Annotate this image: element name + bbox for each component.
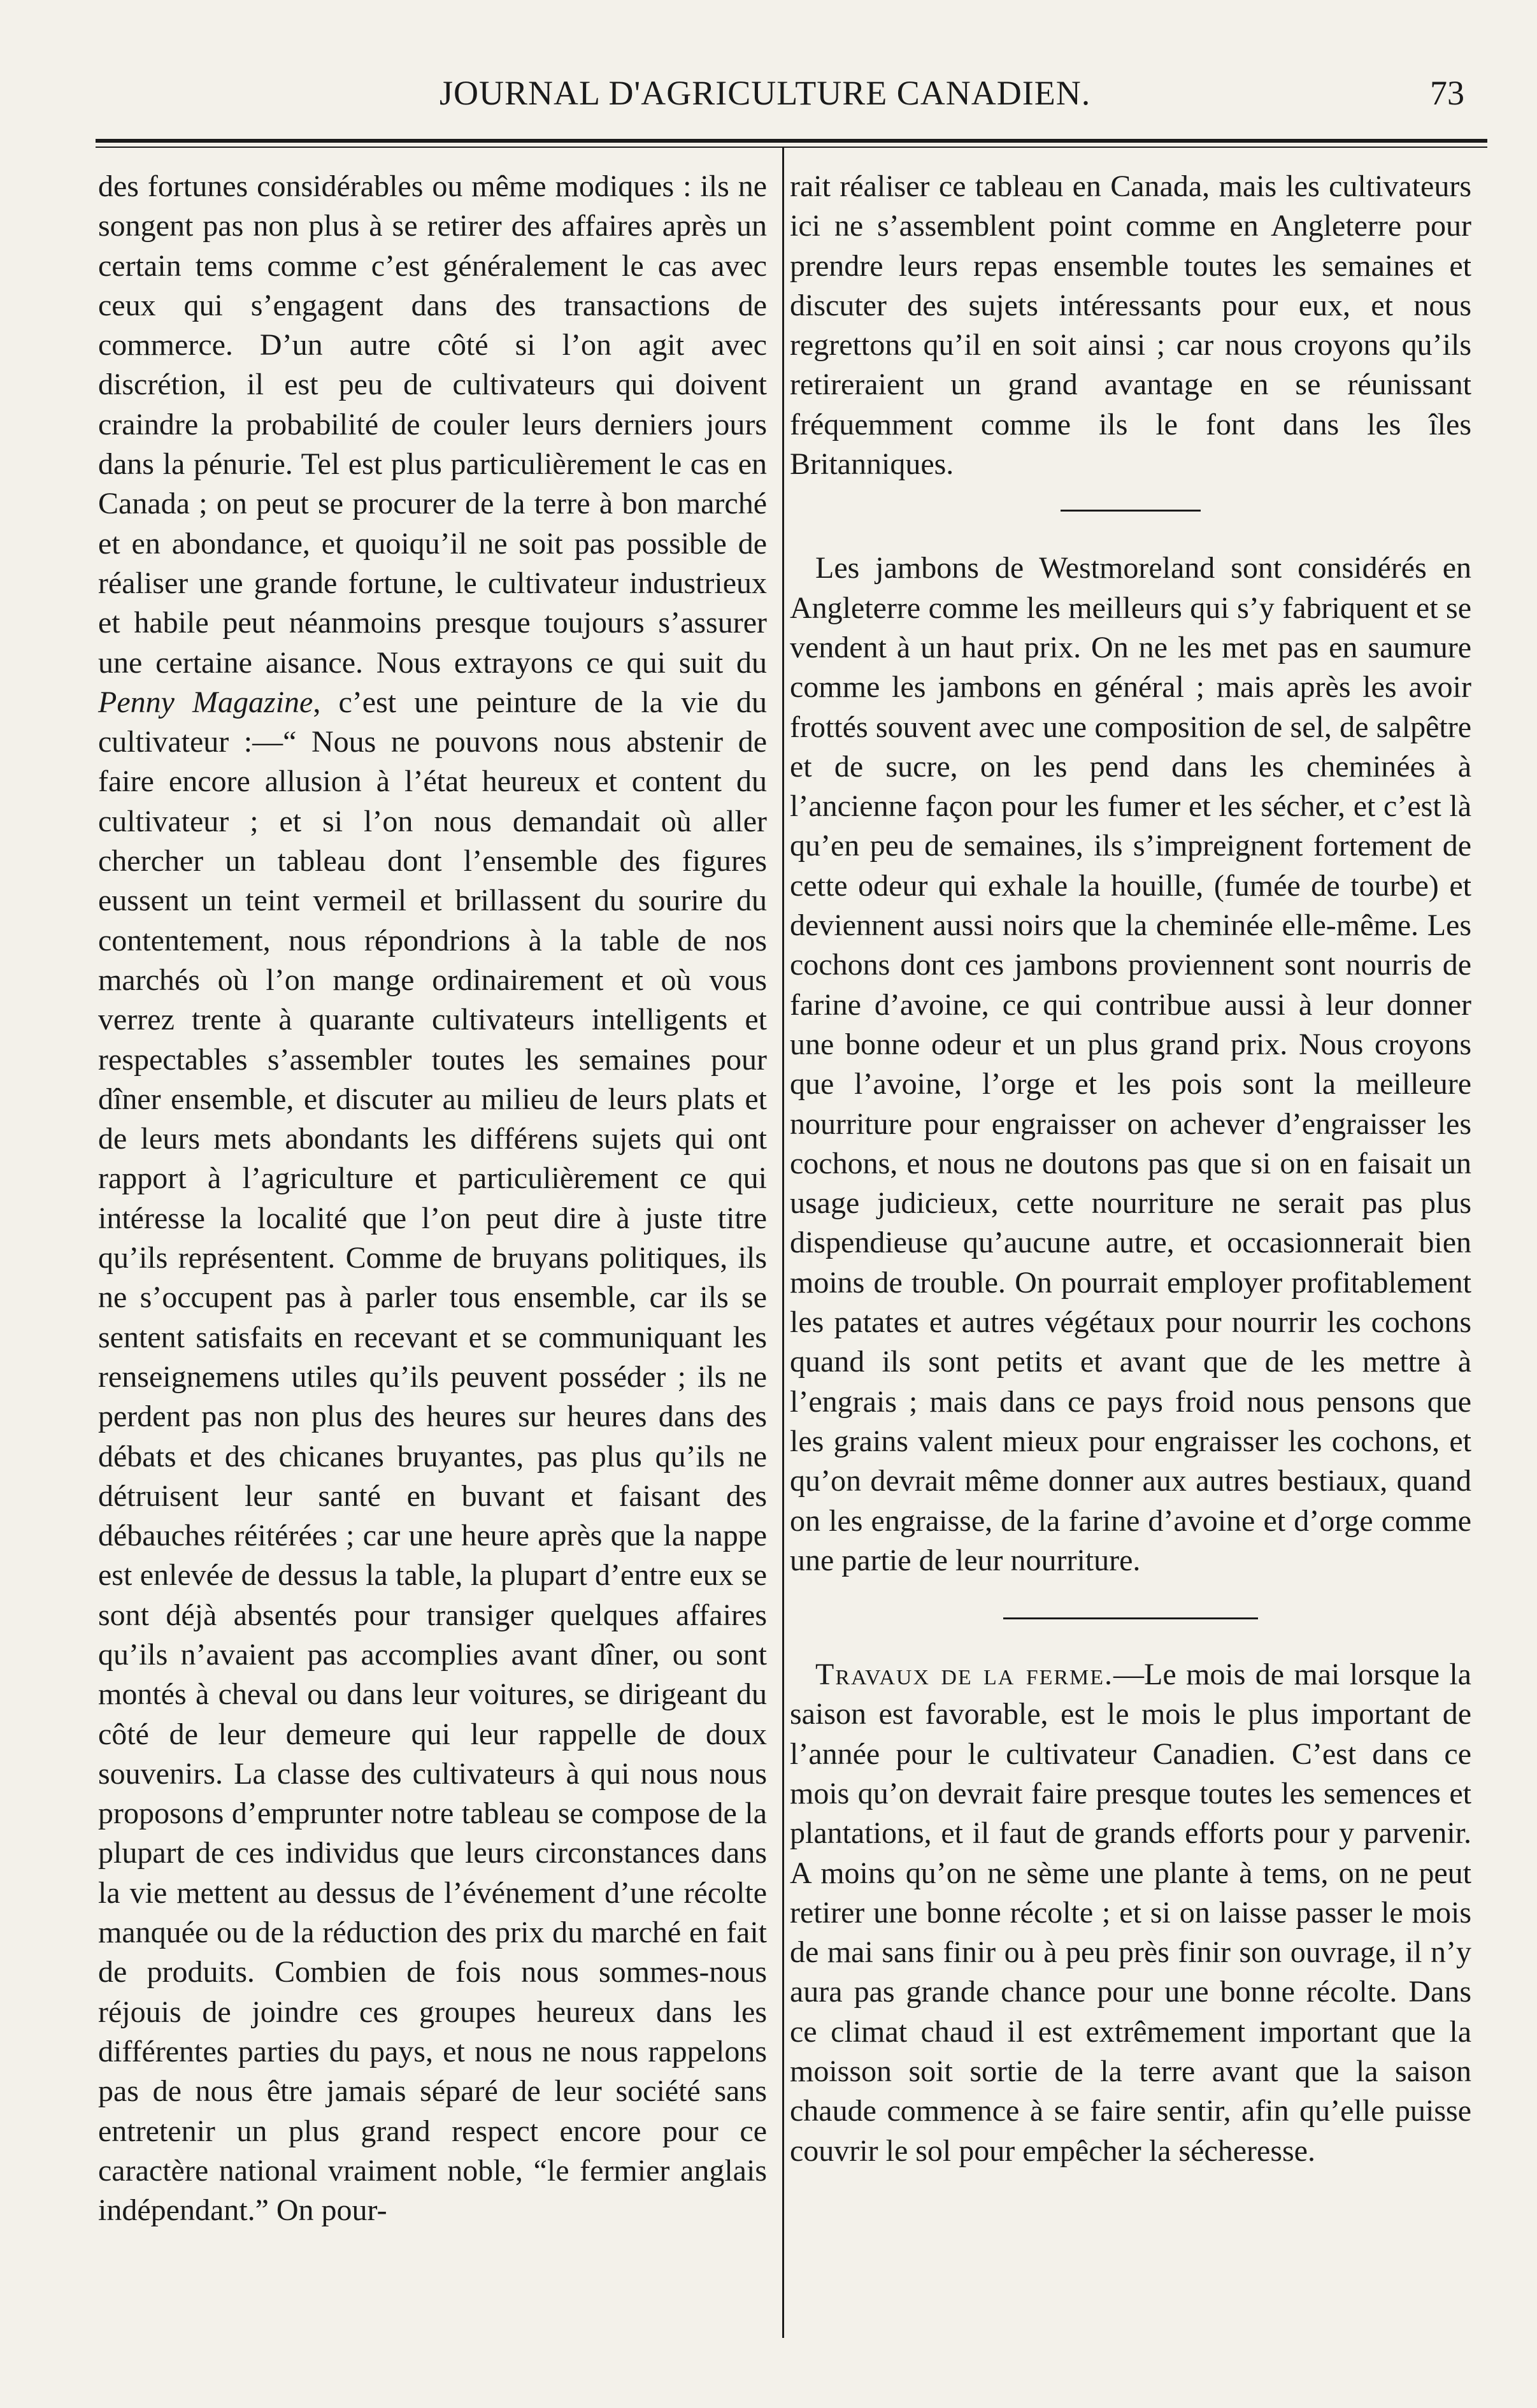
- page-number: 73: [1430, 74, 1464, 112]
- header-rule-thin: [96, 147, 1487, 148]
- left-paragraph-text-1: des fortunes considérables ou même modiques : ils ne songent pas non plus à se retirer des affaires après un certain tems comme c’est généralement le cas avec ceux qui s’engagent dans des transactions de commerce. D’un autre côté si l’on agit avec discrétion, il est peu de cultivateurs qui doivent craindre la probabilité de couler leurs derniers jours dans la pénurie. Tel est plus particulièrement le cas en Canada ; on peut se procurer de la terre à bon marché et en abondance, et quoiqu’il ne soit pas possible de réaliser une grande fortune, le cultivateur industrieux et habile peut néanmoins presque toujours s’assurer une certaine aisance. Nous extrayons ce qui suit du: [98, 169, 767, 680]
- article-westmoreland-hams-text: Les jambons de Westmoreland sont considérés en Angleterre comme les meilleurs qui s’y fabriquent et se vendent à un haut prix. On ne les met pas en saumure comme les jambons en général ; mais après les avoir frottés souvent avec une composition de sel, de salpêtre et de sucre, on les pend dans les cheminées à l’ancienne façon pour les fumer et les sécher, et c’est là qu’en peu de semaines, ils s’impreignent fortement de cette odeur qui exhale la houille, (fumée de tourbe) et deviennent aussi noirs que la cheminée elle-même. Les cochons dont ces jambons proviennent sont nourris de farine d’avoine, ce qui contribue aussi à leur donner une bonne odeur et un plus grand prix. Nous croyons que l’avoine, l’orge et les pois sont la meilleure nourriture pour engraisser on achever d’engraisser les cochons, et nous ne doutons pas que si on en faisait un usage judicieux, cette nourriture ne serait pas plus dispendieuse qu’aucune autre, et occasionnerait bien moins de trouble. On pourrait employer profitablement les patates et autres végétaux pour nourrir les cochons quand ils sont petits et avant que de les mettre à l’engrais ; mais dans ce pays froid nous pensons que les grains valent mieux pour engraisser les cochons, et qu’on devrait même donner aux autres bestiaux, quand on les engraisse, de la farine d’avoine et d’orge comme une partie de leur nourriture.: [790, 551, 1471, 1577]
- article-farm-work-body: —Le mois de mai lorsque la saison est favorable, est le mois le plus important de l’année pour le cultivateur Canadien. C’est dans ce mois qu’on devrait faire presque toutes les semences et plantations, et il faut de grands efforts pour y parvenir. A moins qu’on ne sème une plante à tems, on ne peut retirer une bonne récolte ; et si on laisse passer le mois de mai sans finir ou à peu près finir son ouvrage, il n’y aura pas grande chance pour une bonne récolte. Dans ce climat chaud il est extrêmement important que la moisson soit sortie de la terre avant que la saison chaude commence à se faire sentir, afin qu’elle puisse couvrir le sol pour empêcher la sécheresse.: [790, 1658, 1471, 2168]
- left-column: [98, 167, 767, 2230]
- article-westmoreland-hams: [790, 548, 1471, 1580]
- section-separator: [1061, 510, 1201, 512]
- left-paragraph: [98, 167, 767, 2230]
- publication-title: Penny Magazine: [98, 685, 313, 719]
- column-divider: [782, 147, 784, 2338]
- header-rule-thick: [96, 139, 1487, 143]
- page-header: [0, 61, 1537, 111]
- right-paragraph-continuation: rait réaliser ce tableau en Canada, mais les cultivateurs ici ne s’assemblent point comme en Angleterre pour prendre leurs repas ensemble toutes les semaines et discuter des sujets intéressants pour eux, et nous regrettons qu’il en soit ainsi ; car nous croyons qu’ils retireraient un grand avantage en se réunissant fréquemment comme ils le font dans les îles Britanniques.: [790, 169, 1471, 482]
- article-farm-work: [790, 1655, 1471, 2171]
- article-farm-work-heading: Travaux de la ferme.: [815, 1658, 1114, 1692]
- section-separator: [1003, 1617, 1258, 1619]
- right-column: [790, 167, 1471, 2171]
- left-paragraph-text-2: , c’est une peinture de la vie du cultivateur :—“ Nous ne pouvons nous abstenir de faire encore allusion à l’état heureux et content du cultivateur ; et si l’on nous demandait où aller chercher un tableau dont l’ensemble des figures eussent un teint vermeil et brillassent du sourire du contentement, nous répondrions à la table de nos marchés où l’on mange ordinairement et où vous verrez trente à quarante cultivateurs intelligents et respectables s’assembler toutes les semaines pour dîner ensemble, et discuter au milieu de leurs plats et de leurs mets abondants les différens sujets qui ont rapport à l’agriculture et particulièrement ce qui intéresse la localité que l’on peut dire à juste titre qu’ils représentent. Comme de bruyans politiques, ils ne s’occupent pas à parler tous ensemble, car ils se sentent satisfaits en recevant et se communiquant les renseignemens utiles qu’ils peuvent posséder ; ils ne perdent pas non plus des heures sur heures dans des débats et des chicanes bruyantes, pas plus qu’ils ne détruisent leur santé en buvant et faisant des débauches réitérées ; car une heure après que la nappe est enlevée de dessus la table, la plupart d’entre eux se sont déjà absentés pour transiger quelques affaires qu’ils n’avaient pas accomplies avant dîner, ou sont montés à cheval ou dans leur voitures, se dirigeant du côté de leur demeure qui leur rappelle de doux souvenirs. La classe des cultivateurs à qui nous nous proposons d’emprunter notre tableau se compose de la plupart de ces individus que leurs circonstances dans la vie mettent au dessus de l’événement d’une récolte manquée ou de la réduction des prix du marché en fait de produits. Combien de fois nous sommes-nous réjouis de joindre ces groupes heureux dans les différentes parties du pays, et nous ne nous rappelons pas de nous être jamais séparé de leur société sans entretenir un plus grand respect encore pour ce caractère national vraiment noble, “le fermier anglais indépendant.” On pour-: [98, 685, 767, 2228]
- running-title: JOURNAL D'AGRICULTURE CANADIEN.: [440, 74, 1091, 112]
